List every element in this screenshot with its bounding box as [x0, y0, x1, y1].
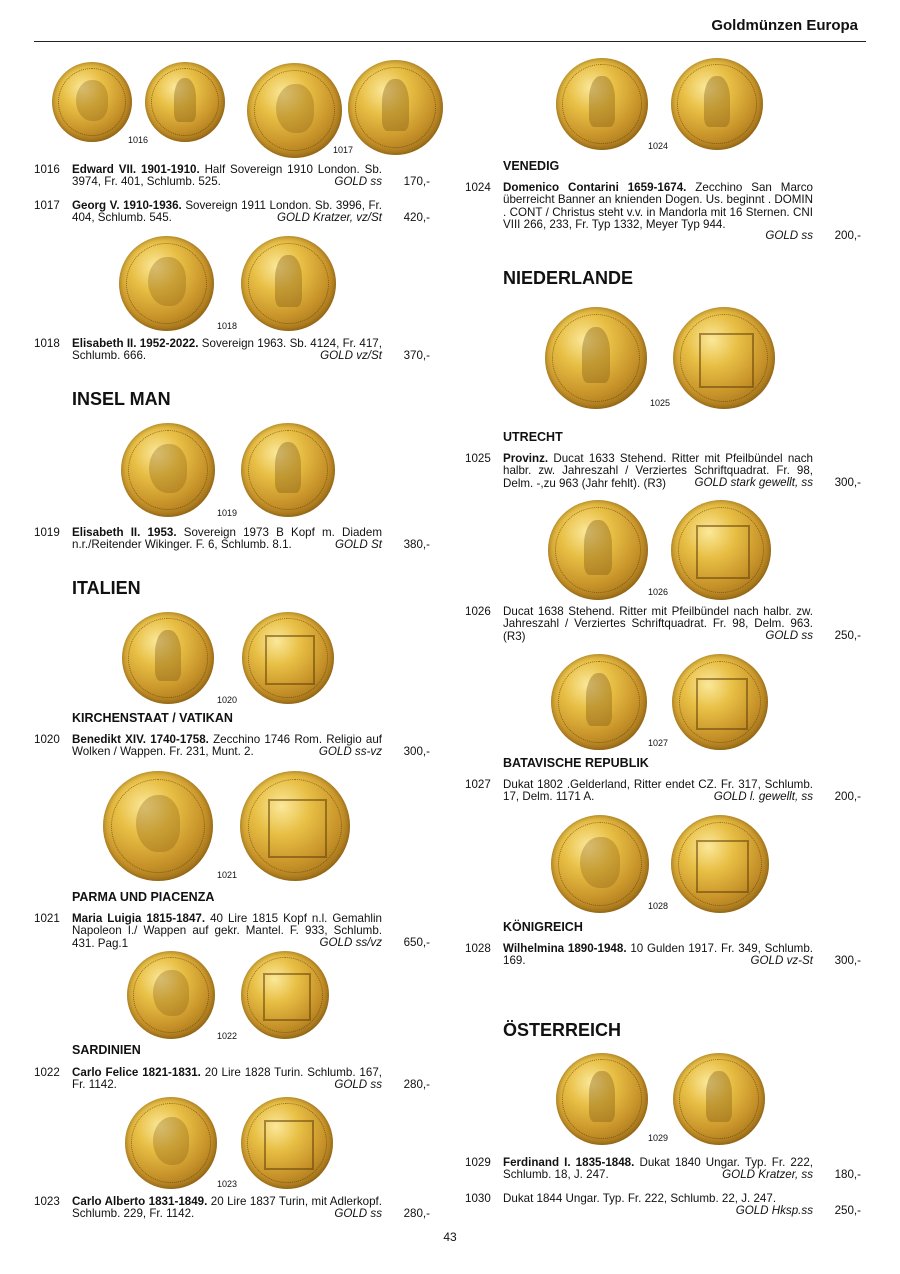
lot-number: 1029	[465, 1156, 491, 1169]
coin-1024-obverse	[556, 58, 648, 150]
lot-1030	[465, 1193, 861, 1219]
coin-label-1027: 1027	[648, 738, 669, 748]
lot-grade: GOLD Kratzer, ss	[722, 1168, 813, 1181]
lot-number: 1023	[34, 1195, 60, 1208]
coin-1022-obverse	[127, 951, 215, 1039]
header-divider	[34, 41, 866, 42]
lot-grade: GOLD ss	[334, 1078, 382, 1091]
subsection-sardinien: SARDINIEN	[72, 1043, 141, 1057]
lot-grade: GOLD ss	[334, 1207, 382, 1220]
coin-1020-reverse	[242, 612, 334, 704]
coin-1016-obverse	[52, 62, 132, 142]
lot-description: Half Sovereign 1910 London. Sb. 3974, Fr. 401, Schlumb. 525.	[72, 163, 382, 189]
coin-1026-obverse	[548, 500, 648, 600]
coin-label-1022: 1022	[217, 1031, 238, 1041]
lot-grade: GOLD vz/St	[320, 349, 382, 362]
coin-1022-reverse	[241, 951, 329, 1039]
coin-label-1029: 1029	[648, 1133, 669, 1143]
coin-1024-reverse	[671, 58, 763, 150]
lot-ruler: Wilhelmina 1890-1948.	[503, 942, 627, 955]
coin-label-1025: 1025	[650, 398, 671, 408]
lot-price: 280,-	[403, 1078, 430, 1091]
coin-1017-obverse	[247, 63, 342, 158]
lot-description: Zecchino San Marco überreicht Banner an knienden Dogen. Us. beginnt . DOMIN . CONT / Christus steht v.v. in Mandorla mit 16 Sternen. CNI VIII 266, 233, Fr. Typ 1332, Meyer Typ 944.	[503, 181, 813, 232]
page-header-title: Goldmünzen Europa	[711, 17, 858, 34]
coin-1025-reverse	[673, 307, 775, 409]
lot-ruler: Edward VII. 1901-1910.	[72, 163, 200, 176]
coin-label-1028: 1028	[648, 901, 669, 911]
lot-price: 300,-	[403, 745, 430, 758]
coin-1026-reverse	[671, 500, 771, 600]
lot-1023	[34, 1196, 430, 1222]
coin-label-1024: 1024	[648, 141, 669, 151]
lot-number: 1028	[465, 942, 491, 955]
lot-number: 1020	[34, 733, 60, 746]
lot-ruler: Maria Luigia 1815-1847.	[72, 912, 206, 925]
lot-number: 1025	[465, 452, 491, 465]
subsection-koenigreich: KÖNIGREICH	[503, 920, 583, 934]
lot-price: 250,-	[834, 1204, 861, 1217]
lot-ruler: Elisabeth II. 1952-2022.	[72, 337, 199, 350]
lot-1029	[465, 1157, 861, 1183]
lot-number: 1018	[34, 337, 60, 350]
lot-1016	[34, 164, 430, 190]
lot-number: 1027	[465, 778, 491, 791]
lot-ruler: Elisabeth II. 1953.	[72, 526, 177, 539]
lot-1020	[34, 734, 430, 760]
coin-1018-reverse	[241, 236, 336, 331]
lot-description: 20 Lire 1828 Turin. Schlumb. 167, Fr. 1142.	[72, 1066, 382, 1092]
coin-label-1017: 1017	[333, 145, 354, 155]
lot-1026	[465, 606, 861, 644]
lot-grade: GOLD ss/vz	[319, 936, 382, 949]
coin-1019-obverse	[121, 423, 215, 517]
lot-ruler: Benedikt XIV. 1740-1758.	[72, 733, 209, 746]
lot-description: 10 Gulden 1917. Fr. 349, Schlumb. 169.	[503, 942, 813, 968]
lot-description: 40 Lire 1815 Kopf n.l. Gemahlin Napoleon I./ Wappen auf gekr. Mantel. F. 933, Schlumb. 431. Pag.1	[72, 912, 382, 950]
lot-price: 200,-	[834, 790, 861, 803]
lot-number: 1019	[34, 526, 60, 539]
coin-1021-obverse	[103, 771, 213, 881]
lot-price: 420,-	[403, 211, 430, 224]
lot-number: 1026	[465, 605, 491, 618]
lot-price: 300,-	[834, 476, 861, 489]
coin-1028-reverse	[671, 815, 769, 913]
subsection-batavische-republik: BATAVISCHE REPUBLIK	[503, 756, 649, 770]
lot-description: Zecchino 1746 Rom. Religio auf Wolken / Wappen. Fr. 231, Munt. 2.	[72, 733, 383, 759]
lot-1025	[465, 453, 861, 491]
lot-description: Sovereign 1911 London. Sb. 3996, Fr. 404, Schlumb. 545.	[72, 199, 383, 225]
coin-label-1019: 1019	[217, 508, 238, 518]
subsection-parma: PARMA UND PIACENZA	[72, 890, 215, 904]
coin-1029-reverse	[673, 1053, 765, 1145]
coin-1023-obverse	[125, 1097, 217, 1189]
coin-1025-obverse	[545, 307, 647, 409]
coin-1017-reverse	[348, 60, 443, 155]
lot-number: 1017	[34, 199, 60, 212]
coin-label-1016: 1016	[128, 135, 149, 145]
subsection-utrecht: UTRECHT	[503, 430, 563, 444]
lot-grade: GOLD l. gewellt, ss	[713, 790, 813, 803]
lot-ruler: Ferdinand I. 1835-1848.	[503, 1156, 635, 1169]
lot-price: 650,-	[403, 936, 430, 949]
lot-price: 370,-	[403, 349, 430, 362]
coin-label-1018: 1018	[217, 321, 238, 331]
lot-1019	[34, 527, 430, 553]
coin-label-1023: 1023	[217, 1179, 238, 1189]
section-title-insel-man: INSEL MAN	[72, 389, 171, 409]
lot-grade: GOLD St	[334, 538, 382, 551]
coin-1018-obverse	[119, 236, 214, 331]
lot-price: 250,-	[834, 629, 861, 642]
lot-description: 20 Lire 1837 Turin, mit Adlerkopf. Schlumb. 229, Fr. 1142.	[72, 1195, 382, 1221]
lot-number: 1016	[34, 163, 60, 176]
lot-description: Dukat 1802 .Gelderland, Ritter endet CZ. Fr. 317, Schlumb. 17, Delm. 1171 A.	[503, 778, 813, 804]
lot-number: 1030	[465, 1192, 491, 1205]
lot-grade: GOLD vz-St	[750, 954, 813, 967]
section-title-niederlande: NIEDERLANDE	[503, 268, 634, 288]
coin-1029-obverse	[556, 1053, 648, 1145]
coin-1027-obverse	[551, 654, 647, 750]
lot-price: 300,-	[834, 954, 861, 967]
lot-ruler: Carlo Alberto 1831-1849.	[72, 1195, 208, 1208]
coin-label-1020: 1020	[217, 695, 238, 705]
lot-ruler: Domenico Contarini 1659-1674.	[503, 181, 687, 194]
coin-1020-obverse	[122, 612, 214, 704]
lot-1021	[34, 913, 430, 951]
coin-1028-obverse	[551, 815, 649, 913]
lot-number: 1024	[465, 181, 491, 194]
lot-number: 1022	[34, 1066, 60, 1079]
lot-1018	[34, 338, 430, 364]
lot-1027	[465, 779, 861, 805]
lot-grade: GOLD ss-vz	[318, 745, 382, 758]
lot-price: 170,-	[403, 175, 430, 188]
lot-ruler: Carlo Felice 1821-1831.	[72, 1066, 201, 1079]
lot-grade: GOLD ss	[765, 229, 813, 242]
lot-grade: GOLD stark gewellt, ss	[694, 476, 813, 489]
coin-label-1021: 1021	[217, 870, 238, 880]
lot-1022	[34, 1067, 430, 1093]
lot-grade: GOLD ss	[765, 629, 813, 642]
lot-number: 1021	[34, 912, 60, 925]
subsection-venedig: VENEDIG	[503, 159, 560, 173]
page-number: 43	[443, 1230, 457, 1244]
lot-price: 200,-	[834, 229, 861, 242]
coin-1027-reverse	[672, 654, 768, 750]
lot-price: 180,-	[834, 1168, 861, 1181]
section-title-oesterreich: ÖSTERREICH	[503, 1020, 622, 1040]
lot-1017	[34, 200, 430, 226]
lot-1028	[465, 943, 861, 969]
lot-grade: GOLD Kratzer, vz/St	[276, 211, 382, 224]
lot-description: Dukat 1844 Ungar. Typ. Fr. 222, Schlumb. 22, J. 247.	[503, 1192, 777, 1205]
lot-description: Ducat 1638 Stehend. Ritter mit Pfeilbündel nach halbr. zw. Jahreszahl / Verziertes Schriftquadrat. Fr. 98, Delm. 963. (R3)	[503, 605, 813, 643]
lot-ruler: Georg V. 1910-1936.	[72, 199, 182, 212]
lot-price: 280,-	[403, 1207, 430, 1220]
lot-grade: GOLD Hksp.ss	[735, 1204, 813, 1217]
lot-description: Dukat 1840 Ungar. Typ. Fr. 222, Schlumb. 18, J. 247.	[503, 1156, 813, 1182]
lot-description: Sovereign 1963. Sb. 4124, Fr. 417, Schlumb. 666.	[72, 337, 382, 363]
coin-1023-reverse	[241, 1097, 333, 1189]
lot-ruler: Provinz.	[503, 452, 549, 465]
lot-1024	[465, 182, 861, 244]
lot-description: Ducat 1633 Stehend. Ritter mit Pfeilbündel nach halbr. zw. Jahreszahl / Verziertes Schriftquadrat. Fr. 98, Delm. -,zu 963 (Jahr fehlt). (R3)	[503, 452, 813, 490]
lot-price: 380,-	[403, 538, 430, 551]
coin-1021-reverse	[240, 771, 350, 881]
subsection-kirchenstaat: KIRCHENSTAAT / VATIKAN	[72, 711, 233, 725]
coin-1019-reverse	[241, 423, 335, 517]
coin-label-1026: 1026	[648, 587, 669, 597]
coin-1016-reverse	[145, 62, 225, 142]
lot-description: Sovereign 1973 B Kopf m. Diadem n.r./Reitender Wikinger. F. 6, Schlumb. 8.1.	[72, 526, 382, 552]
section-title-italien: ITALIEN	[72, 578, 141, 598]
lot-grade: GOLD ss	[334, 175, 382, 188]
